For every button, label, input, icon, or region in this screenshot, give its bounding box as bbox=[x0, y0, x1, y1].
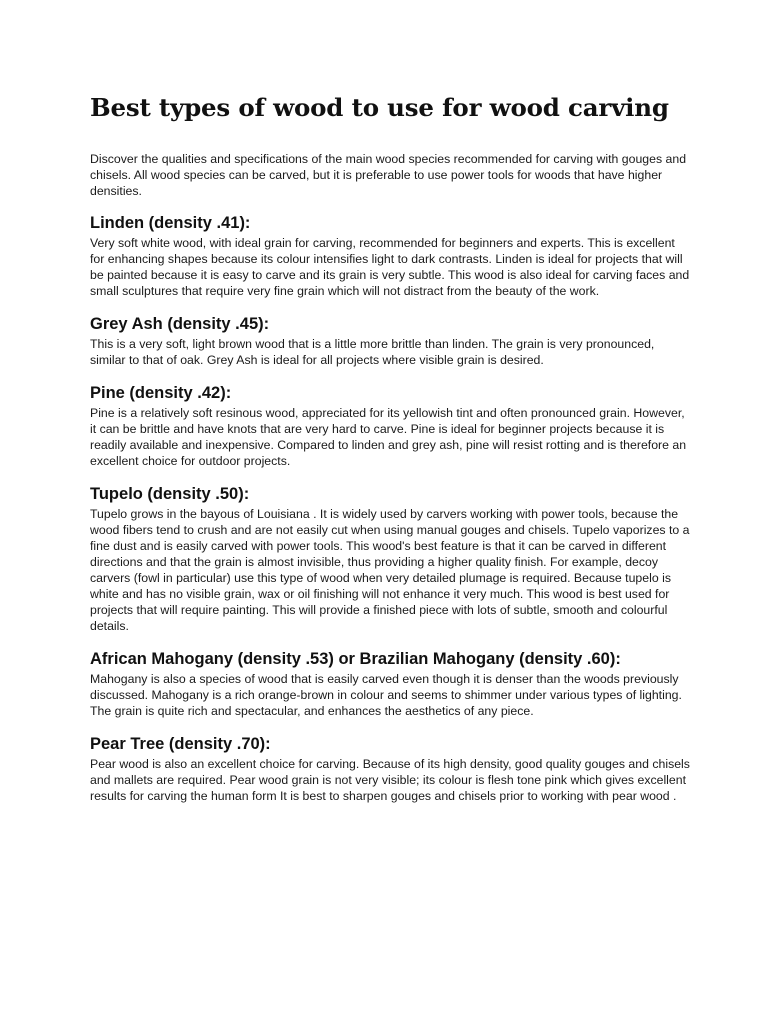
section-pine bbox=[90, 383, 690, 469]
section-mahogany bbox=[90, 649, 690, 719]
section-body: Very soft white wood, with ideal grain for carving, recommended for beginners and experts. This is excellent for enhancing shapes because its colour intensifies light to dark contrasts. Linden is ideal for projects that will be painted because it is easy to carve and its grain is very subtle. This wood is also ideal for carving faces and small sculptures that require very fine grain which will not distract from the beauty of the work. bbox=[90, 236, 690, 298]
document-page bbox=[90, 92, 690, 819]
section-heading: African Mahogany (density .53) or Brazilian Mahogany (density .60): bbox=[90, 650, 621, 668]
section-grey-ash bbox=[90, 314, 690, 368]
section-heading: Grey Ash (density .45): bbox=[90, 315, 270, 333]
section-heading: Pine (density .42): bbox=[90, 384, 232, 402]
section-body: Mahogany is also a species of wood that is easily carved even though it is denser than the woods previously discussed. Mahogany is a rich orange-brown in colour and seems to shimmer under various types of lighting. The grain is quite rich and spectacular, and enhances the aesthetics of any piece. bbox=[90, 672, 682, 718]
section-heading: Linden (density .41): bbox=[90, 214, 251, 232]
intro-paragraph: Discover the qualities and specifications of the main wood species recommended for carving with gouges and chisels. All wood species can be carved, but it is preferable to use power tools for woods that have higher densities. bbox=[90, 152, 687, 198]
document-title: Best types of wood to use for wood carving bbox=[90, 93, 669, 122]
section-body: Pear wood is also an excellent choice for carving. Because of its high density, good quality gouges and chisels and mallets are required. Pear wood grain is not very visible; its colour is flesh tone pink which gives excellent results for carving the human form It is best to sharpen gouges and chisels prior to working with pear wood . bbox=[90, 757, 690, 803]
section-body: Tupelo grows in the bayous of Louisiana . It is widely used by carvers working with power tools, because the wood fibers tend to crush and are not easily cut when using manual gouges and chisels. Tupelo vaporizes to a fine dust and is easily carved with power tools. This wood's best feature is that it can be carved in different directions and that the grain is almost invisible, thus providing a higher quality finish. For example, decoy carvers (fowl in particular) use this type of wood when very detailed plumage is required. Because tupelo is white and has no visible grain, wax or oil finishing will not enhance it very much. This wood is best used for projects that will require painting. This will provide a finished piece with lots of subtle, smooth and colourful details. bbox=[90, 507, 690, 633]
section-heading: Pear Tree (density .70): bbox=[90, 735, 271, 753]
section-tupelo bbox=[90, 484, 690, 634]
section-body: Pine is a relatively soft resinous wood, appreciated for its yellowish tint and often pronounced grain. However, it can be brittle and have knots that are very hard to carve. Pine is ideal for beginner projects because it is readily available and inexpensive. Compared to linden and grey ash, pine will resist rotting and is therefore an excellent choice for outdoor projects. bbox=[90, 406, 687, 468]
section-linden bbox=[90, 213, 690, 299]
section-body: This is a very soft, light brown wood that is a little more brittle than linden. The grain is very pronounced, similar to that of oak. Grey Ash is ideal for all projects where visible grain is desired. bbox=[90, 337, 655, 367]
section-pear-tree bbox=[90, 734, 690, 804]
section-heading: Tupelo (density .50): bbox=[90, 485, 250, 503]
